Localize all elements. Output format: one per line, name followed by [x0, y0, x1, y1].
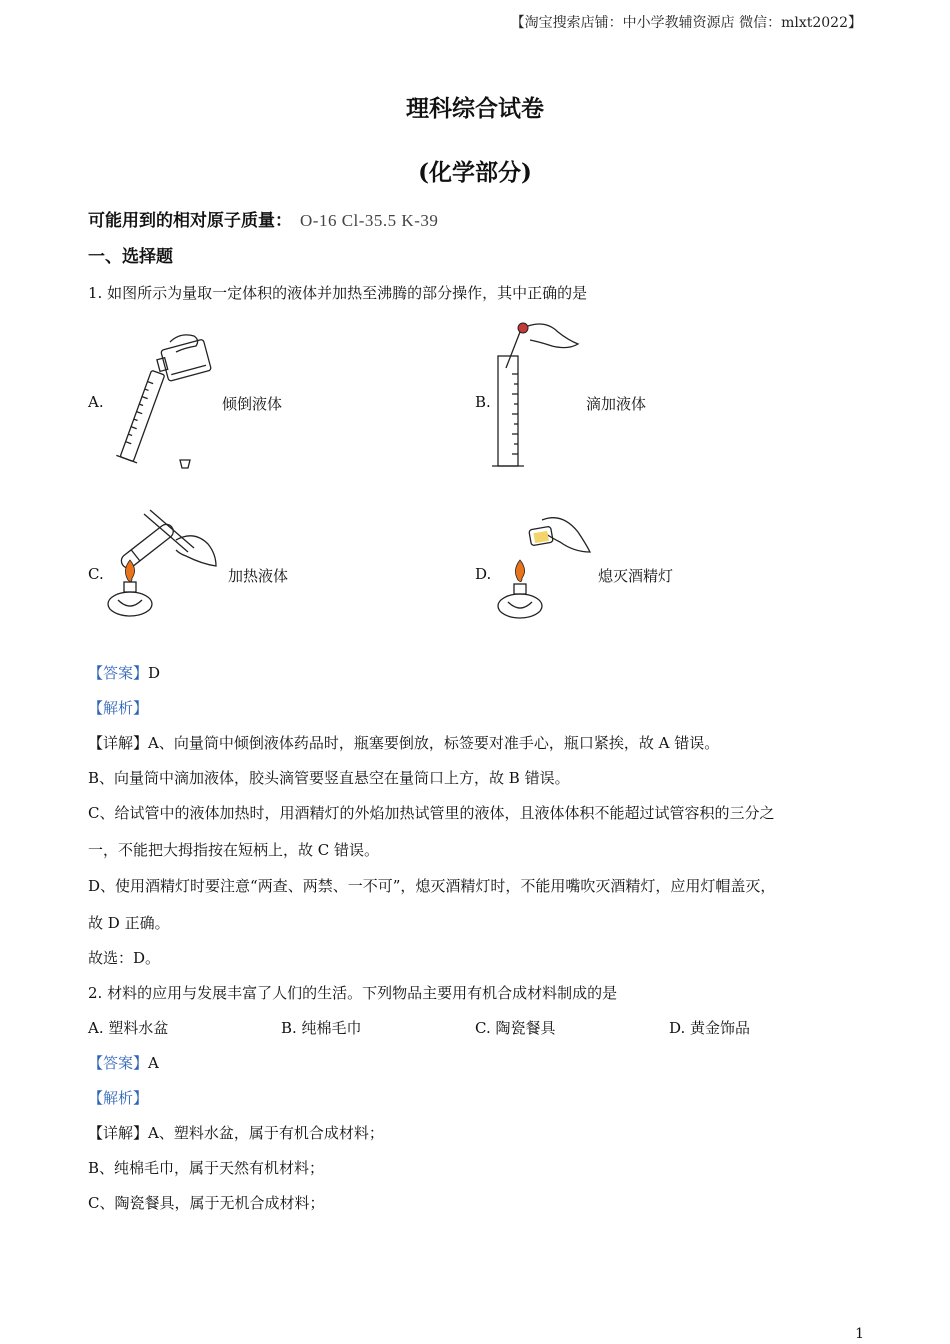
q2-option-b: B. 纯棉毛巾: [281, 1019, 362, 1037]
q2-option-a: A. 塑料水盆: [88, 1019, 169, 1037]
dropper-figure-icon: [492, 316, 582, 472]
option-c-caption: 加热液体: [228, 567, 289, 585]
q2-detail-a-line: [88, 1122, 384, 1144]
page-number: 1: [855, 1326, 864, 1342]
option-c-label: C.: [88, 565, 104, 583]
test-tube-heating-figure-icon: [104, 500, 224, 622]
q1-detail-tag: 【详解】: [88, 734, 149, 752]
option-a-caption: 倾倒液体: [222, 395, 283, 413]
option-a-label: A.: [88, 393, 104, 411]
q1-detail-a-line: [88, 732, 719, 754]
option-b-caption: 滴加液体: [586, 395, 647, 413]
q2-analysis-tag: 【解析】: [88, 1089, 149, 1107]
option-d-caption: 熄灭酒精灯: [598, 567, 674, 585]
atomic-mass-line: [88, 210, 438, 232]
page-subtitle: (化学部分): [418, 159, 532, 186]
q1-detail-c1: C、给试管中的液体加热时，用酒精灯的外焰加热试管里的液体，且液体体积不能超过试管容积的三分之: [88, 804, 775, 822]
q1-detail-b: B、向量筒中滴加液体，胶头滴管要竖直悬空在量筒口上方，故 B 错误。: [88, 769, 570, 787]
lamp-cap-figure-icon: [494, 512, 594, 622]
option-d-label: D.: [475, 565, 492, 583]
q1-answer-tag: 【答案】: [88, 664, 149, 682]
q1-detail-a: A、向量筒中倾倒液体药品时，瓶塞要倒放，标签要对准手心，瓶口紧挨，故 A 错误。: [148, 734, 720, 752]
q2-answer-line: [88, 1052, 159, 1074]
q2-detail-c: C、陶瓷餐具，属于无机合成材料；: [88, 1194, 325, 1212]
q1-answer-line: [88, 662, 160, 684]
question-1-stem: 1. 如图所示为量取一定体积的液体并加热至沸腾的部分操作，其中正确的是: [88, 284, 588, 302]
q2-detail-b: B、纯棉毛巾，属于天然有机材料；: [88, 1159, 325, 1177]
q1-conclusion: 故选：D。: [88, 949, 161, 967]
q1-detail-d1: D、使用酒精灯时要注意“两查、两禁、一不可”，熄灭酒精灯时，不能用嘴吹灭酒精灯，应用灯帽盖灭，: [88, 877, 776, 895]
q1-answer: D: [148, 664, 161, 682]
q1-analysis-tag: 【解析】: [88, 699, 149, 717]
cylinder-pouring-figure-icon: [102, 330, 220, 472]
q2-option-d: D. 黄金饰品: [669, 1019, 751, 1037]
q2-option-c: C. 陶瓷餐具: [475, 1019, 556, 1037]
page-title: 理科综合试卷: [406, 95, 544, 122]
atomic-mass-label: 可能用到的相对原子质量：: [88, 211, 292, 231]
q2-answer: A: [148, 1054, 159, 1072]
q2-detail-tag: 【详解】: [88, 1124, 149, 1142]
option-b-label: B.: [475, 393, 491, 411]
header-note: 【淘宝搜索店铺：中小学教辅资源店 微信：mlxt2022】: [510, 15, 862, 31]
q1-detail-c2: 一，不能把大拇指按在短柄上，故 C 错误。: [88, 841, 380, 859]
atomic-mass-values: O-16 Cl-35.5 K-39: [300, 211, 439, 230]
q2-detail-a: A、塑料水盆，属于有机合成材料；: [148, 1124, 384, 1142]
q2-answer-tag: 【答案】: [88, 1054, 149, 1072]
section-heading: 一、选择题: [88, 247, 173, 267]
q1-detail-d2: 故 D 正确。: [88, 914, 170, 932]
question-2-stem: 2. 材料的应用与发展丰富了人们的生活。下列物品主要用有机合成材料制成的是: [88, 984, 618, 1002]
